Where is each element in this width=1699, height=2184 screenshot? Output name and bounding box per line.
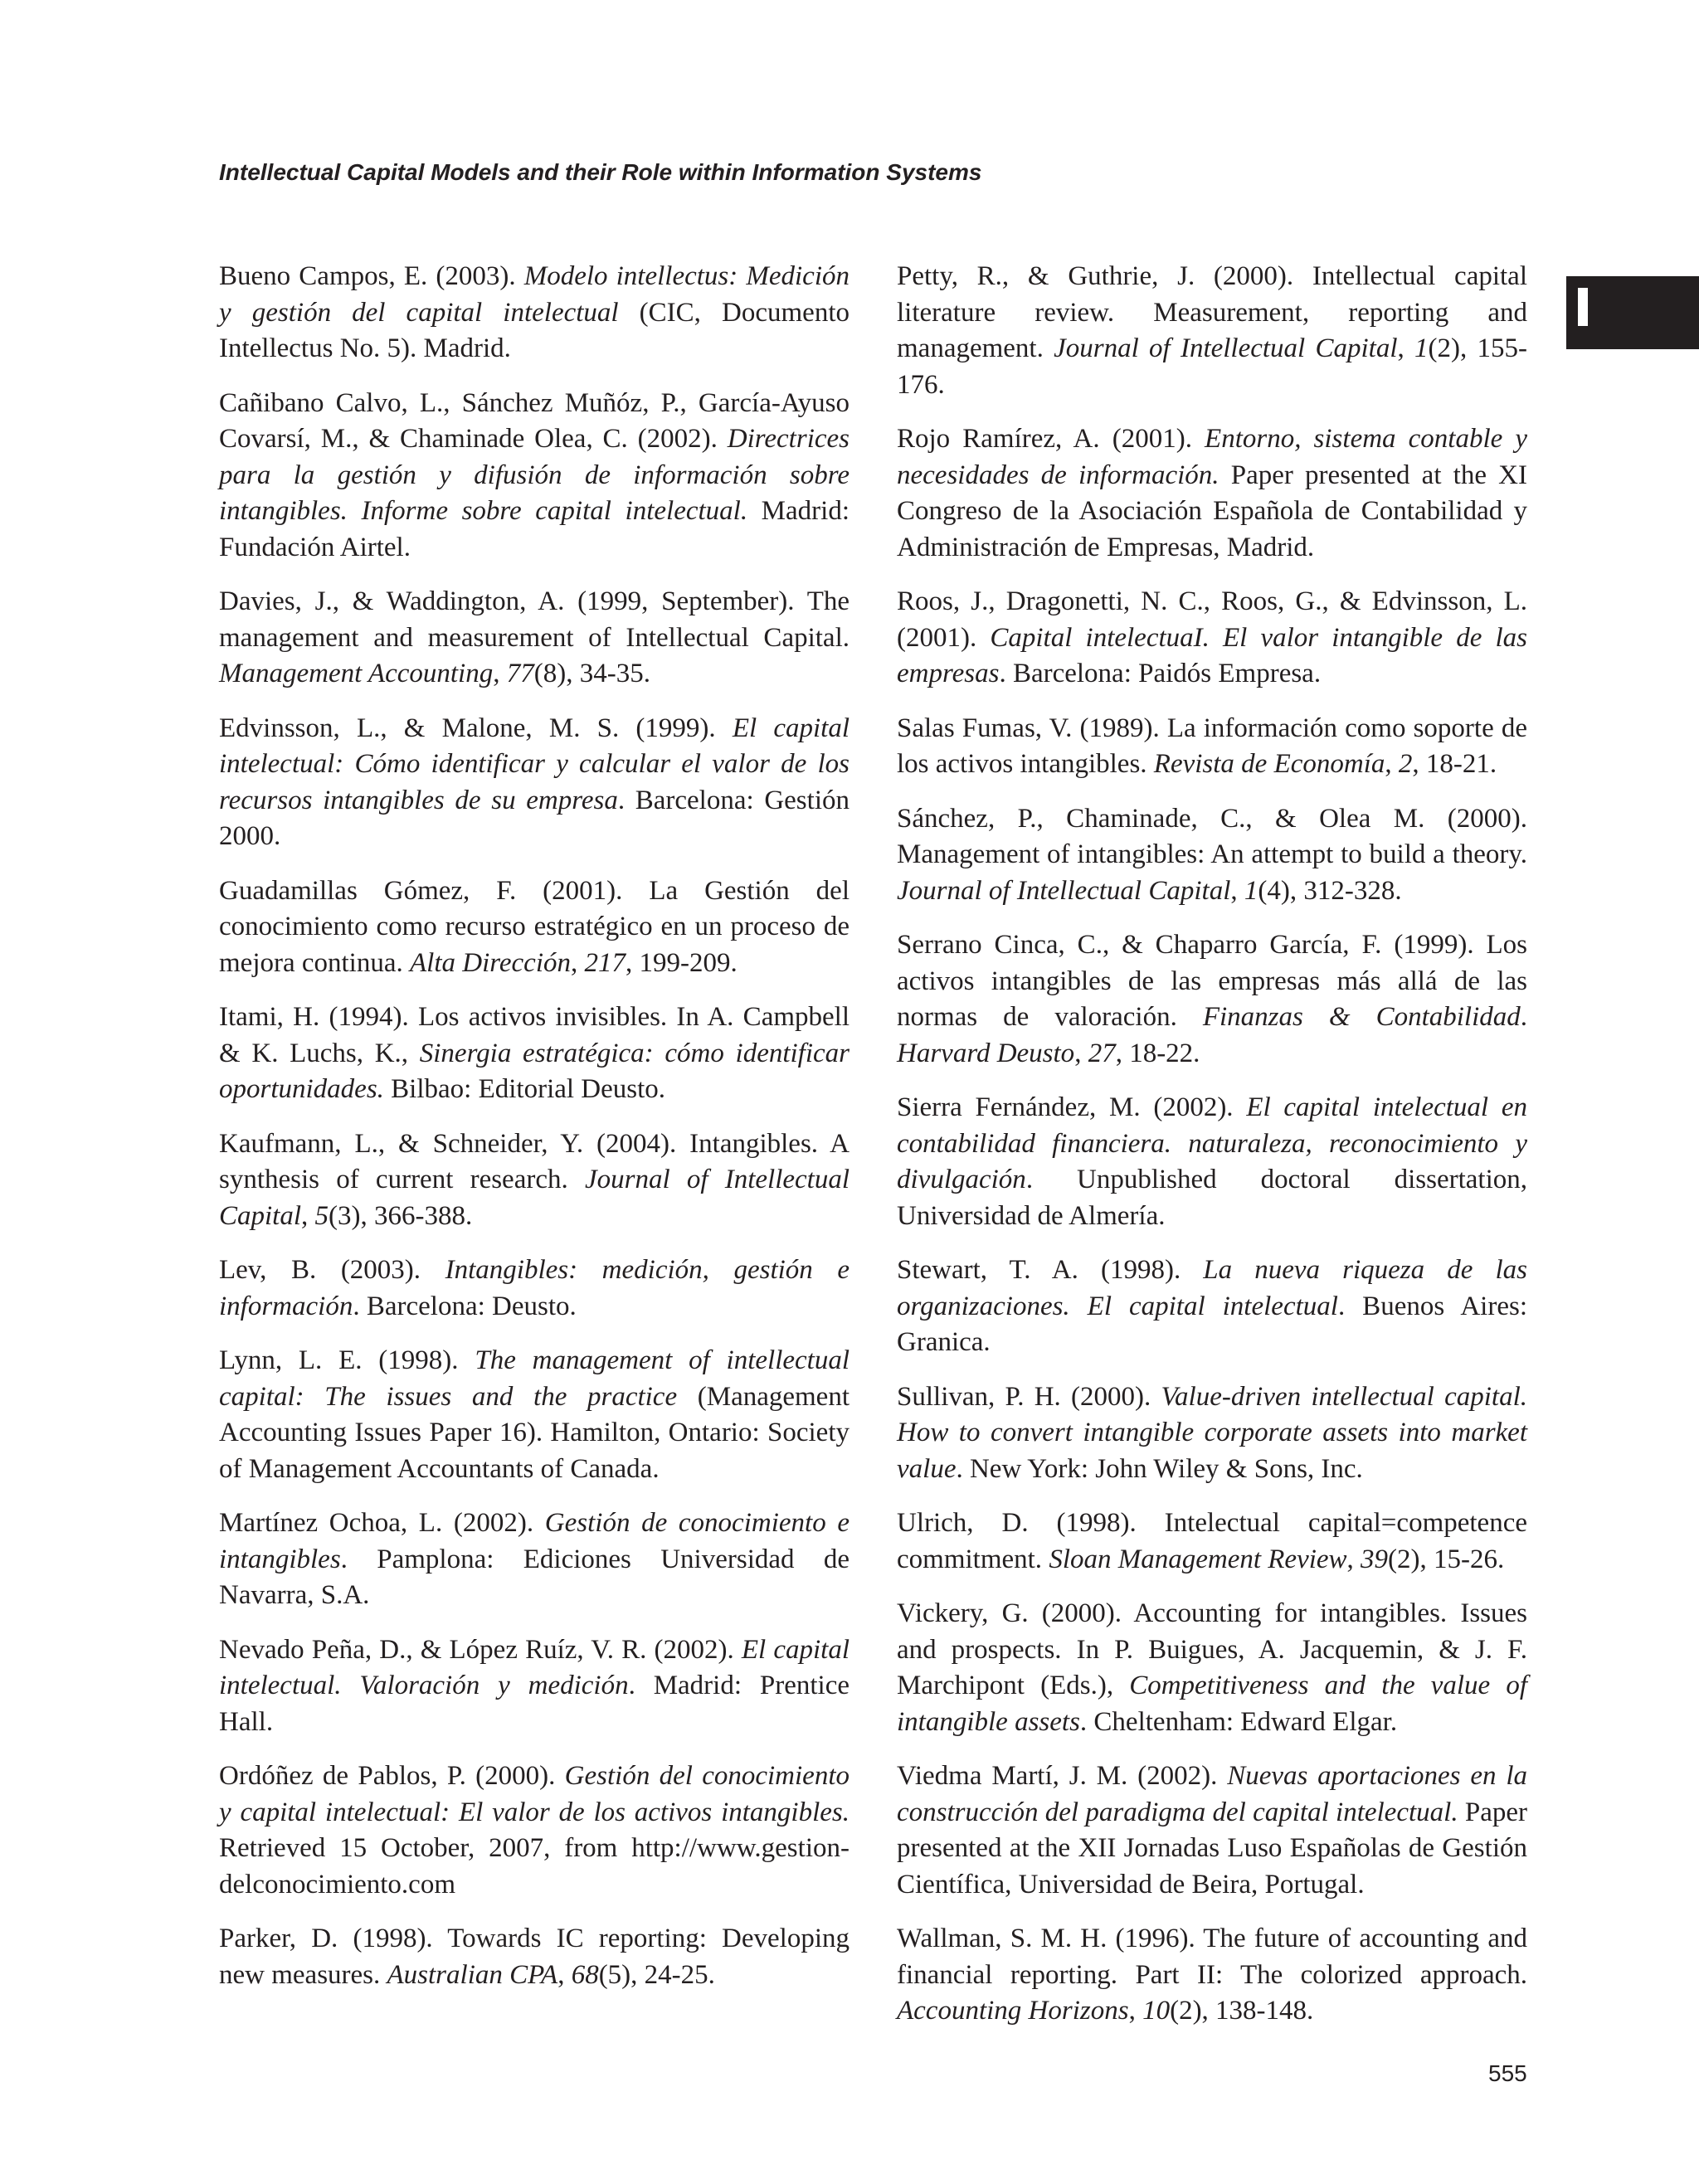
reference-text: ,	[1074, 1038, 1088, 1068]
reference-text: Paper presented at the XI Congreso de la Asociación Española de Contabilidad y Administración de Empresas, Madrid.	[897, 460, 1528, 562]
reference-entry	[897, 584, 1527, 693]
reference-italic-text: Sinergia estratégica: cómo identificar oportunidades.	[219, 1038, 850, 1104]
reference-text: Guadamillas Gómez, F. (2001). La Gestión del conocimiento como recurso estratégico en un proceso de mejora continua.	[219, 875, 850, 978]
reference-text: . Pamplona: Ediciones Universidad de Navarra, S.A.	[219, 1544, 850, 1610]
reference-text: ,	[1397, 333, 1415, 363]
reference-italic-text: Competitiveness and the value of intangible assets	[897, 1671, 1527, 1737]
reference-entry	[897, 1505, 1527, 1578]
reference-italic-text: 2	[1398, 749, 1413, 779]
reference-italic-text: Directrices para la gestión y difusión de información sobre intangibles. Informe sobre capital intelectual.	[219, 424, 850, 526]
reference-entry	[219, 584, 850, 693]
reference-text: Retrieved 15 October, 2007, from http://www.gestiondelconocimiento.com	[219, 1833, 850, 1899]
reference-entry	[219, 1343, 850, 1487]
reference-italic-text: Revista de Economía	[1153, 749, 1385, 779]
reference-italic-text: 1	[1414, 333, 1429, 363]
reference-italic-text: Intangibles: medición, gestión e información	[219, 1255, 850, 1321]
reference-entry	[897, 711, 1527, 783]
reference-text: Salas Fumas, V. (1989). La información como soporte de los activos intangibles.	[897, 713, 1527, 779]
reference-text: ,	[1230, 875, 1244, 906]
reference-text: Nevado Peña, D., & López Ruíz, V. R. (2002).	[219, 1634, 742, 1665]
reference-italic-text: El capital intelectual: Cómo identificar y calcular el valor de los recursos intangibles de su empresa	[219, 713, 850, 815]
reference-text: Petty, R., & Guthrie, J. (2000). Intellectual capital literature review. Measurement, reporting and management.	[897, 261, 1527, 363]
reference-text: , 18-21.	[1412, 749, 1497, 779]
reference-italic-text: Harvard Deusto	[897, 1038, 1075, 1068]
reference-entry	[219, 873, 850, 982]
reference-text: . Barcelona: Deusto.	[353, 1291, 577, 1321]
reference-text: Parker, D. (1998). Towards IC reporting: Developing new measures.	[219, 1924, 850, 1990]
reference-entry	[897, 927, 1527, 1072]
reference-entry	[897, 1379, 1527, 1488]
reference-text: ,	[493, 659, 507, 688]
reference-italic-text: Value-driven intellectual capital. How to convert intangible corporate assets into market value	[897, 1381, 1527, 1484]
reference-text: . New York: John Wiley & Sons, Inc.	[956, 1453, 1363, 1484]
reference-text: Ordóñez de Pablos, P. (2000).	[219, 1761, 565, 1791]
reference-italic-text: 68	[571, 1959, 599, 1990]
reference-italic-text: Alta Dirección	[410, 947, 571, 978]
reference-text: . Barcelona: Gestión 2000.	[219, 785, 850, 851]
reference-text: ,	[1128, 1996, 1143, 2026]
reference-italic-text: 39	[1361, 1544, 1389, 1574]
page-number: 555	[1488, 2060, 1527, 2086]
reference-entry	[219, 1000, 850, 1108]
reference-text: Sullivan, P. H. (2000).	[897, 1381, 1161, 1412]
reference-text: Lynn, L. E. (1998).	[219, 1345, 475, 1375]
chapter-tab-marker	[1566, 276, 1699, 349]
reference-entry	[897, 801, 1527, 910]
reference-text: Viedma Martí, J. M. (2002).	[897, 1761, 1228, 1791]
reference-italic-text: 217	[584, 947, 626, 978]
reference-text: Stewart, T. A. (1998).	[897, 1255, 1204, 1285]
reference-text: Edvinsson, L., & Malone, M. S. (1999).	[219, 713, 733, 743]
reference-italic-text: Sloan Management Review	[1049, 1544, 1347, 1574]
reference-text: (Management Accounting Issues Paper 16). Hamilton, Ontario: Society of Management Accountants of Canada.	[219, 1381, 850, 1484]
reference-text: (8), 34-35.	[533, 659, 650, 688]
reference-entry	[219, 1126, 850, 1235]
reference-text: , 18-22.	[1115, 1038, 1200, 1068]
reference-text: Wallman, S. M. H. (1996). The future of accounting and financial reporting. Part II: The colorized approach.	[897, 1924, 1527, 1990]
reference-text: (2), 138-148.	[1170, 1996, 1314, 2026]
reference-text: . Madrid: Prentice Hall.	[219, 1671, 850, 1737]
reference-italic-text: 1	[1244, 875, 1258, 906]
reference-entry	[897, 1596, 1527, 1740]
reference-text: (3), 366-388.	[329, 1200, 473, 1231]
references-right-column	[897, 259, 1527, 2048]
reference-text: Bilbao: Editorial Deusto.	[383, 1074, 666, 1104]
reference-text: Bueno Campos, E. (2003).	[219, 261, 524, 291]
reference-italic-text: El capital intelectual. Valoración y medición	[219, 1634, 850, 1700]
reference-italic-text: Journal of Intellectual Capital	[219, 1165, 850, 1231]
reference-entry	[219, 1253, 850, 1325]
reference-text: .	[1520, 1002, 1527, 1032]
reference-text: Vickery, G. (2000). Accounting for intangibles. Issues and prospects. In P. Buigues, A. Jacquemin, & J. F. Marchipont (Eds.),	[897, 1598, 1527, 1700]
reference-text: Davies, J., & Waddington, A. (1999, September). The management and measurement of Intellectual Capital.	[219, 586, 850, 653]
reference-text: Kaufmann, L., & Schneider, Y. (2004). Intangibles. A synthesis of current research.	[219, 1128, 850, 1194]
reference-italic-text: Gestión del conocimiento y capital intelectual: El valor de los activos intangibles.	[219, 1761, 850, 1827]
running-head: Intellectual Capital Models and their Role within Information Systems	[219, 159, 982, 185]
reference-italic-text: 10	[1142, 1996, 1171, 2026]
reference-text: . Barcelona: Paidós Empresa.	[999, 659, 1322, 688]
reference-text: ,	[1346, 1544, 1361, 1574]
reference-text: (2), 15-26.	[1388, 1544, 1505, 1574]
reference-entry	[219, 1921, 850, 1993]
reference-entry	[897, 1758, 1527, 1903]
reference-text: Madrid: Fundación Airtel.	[219, 496, 850, 562]
reference-italic-text: 77	[506, 659, 534, 688]
reference-italic-text: Australian CPA	[387, 1959, 558, 1990]
reference-text: (CIC, Documento Intellectus No. 5). Madrid.	[219, 297, 850, 363]
reference-italic-text: Accounting Horizons	[897, 1996, 1129, 2026]
reference-text: Ulrich, D. (1998). Intelectual capital=competence commitment.	[897, 1508, 1527, 1574]
reference-text: ,	[557, 1959, 572, 1990]
reference-text: . Buenos Aires: Granica.	[897, 1291, 1528, 1357]
reference-entry	[897, 1090, 1527, 1234]
reference-text: (2), 155-176.	[897, 333, 1528, 400]
reference-italic-text: Capital intelectuaI. El valor intangible de las empresas	[897, 622, 1527, 688]
reference-text: . Unpublished doctoral dissertation, Universidad de Almería.	[897, 1165, 1527, 1231]
reference-italic-text: Entorno, sistema contable y necesidades de información.	[897, 424, 1527, 490]
reference-entry	[219, 1758, 850, 1903]
reference-italic-text: El capital intelectual en contabilidad financiera. naturaleza, reconocimiento y divulgación	[897, 1092, 1528, 1194]
reference-entry	[897, 1921, 1527, 2030]
reference-text: Paper presented at the XII Jornadas Luso Españolas de Gestión Científica, Universidad de Beira, Portugal.	[897, 1797, 1528, 1899]
reference-entry	[897, 259, 1527, 403]
reference-italic-text: Journal of Intellectual Capital	[1054, 333, 1398, 363]
reference-italic-text: Management Accounting	[219, 659, 494, 688]
reference-entry	[897, 1253, 1527, 1361]
chapter-tab-bar	[1578, 288, 1588, 326]
reference-italic-text: La nueva riqueza de las organizaciones. El capital intelectual	[897, 1255, 1527, 1321]
reference-text: ,	[301, 1200, 315, 1231]
reference-text: (5), 24-25.	[598, 1959, 715, 1990]
reference-entry	[219, 711, 850, 855]
reference-text: Serrano Cinca, C., & Chaparro García, F. (1999). Los activos intangibles de las empresas más allá de las normas de valoración.	[897, 930, 1527, 1032]
references-left-column	[219, 259, 850, 2011]
reference-text: . Cheltenham: Edward Elgar.	[1079, 1706, 1398, 1737]
reference-text: ,	[571, 947, 585, 978]
reference-entry	[219, 1632, 850, 1741]
reference-entry	[897, 421, 1527, 566]
reference-text: Roos, J., Dragonetti, N. C., Roos, G., & Edvinsson, L. (2001).	[897, 586, 1527, 653]
reference-text: Rojo Ramírez, A. (2001).	[897, 424, 1205, 454]
reference-text: Sánchez, P., Chaminade, C., & Olea M. (2000). Management of intangibles: An attempt to build a theory.	[897, 803, 1527, 869]
reference-text: Martínez Ochoa, L. (2002).	[219, 1508, 545, 1538]
reference-italic-text: The management of intellectual capital: The issues and the practice	[219, 1345, 850, 1412]
reference-italic-text: Finanzas & Contabilidad	[1202, 1002, 1521, 1032]
reference-text: (4), 312-328.	[1258, 875, 1402, 906]
reference-text: ,	[1385, 749, 1399, 779]
reference-italic-text: Journal of Intellectual Capital	[897, 875, 1231, 906]
reference-italic-text: Gestión de conocimiento e intangibles	[219, 1508, 850, 1574]
reference-text: Lev, B. (2003).	[219, 1255, 445, 1285]
reference-entry	[219, 259, 850, 367]
reference-italic-text: 27	[1088, 1038, 1116, 1068]
reference-italic-text: 5	[314, 1200, 329, 1231]
reference-entry	[219, 386, 850, 567]
reference-italic-text: Modelo intellectus: Medición y gestión del capital intelectual	[219, 261, 850, 328]
reference-text: Cañibano Calvo, L., Sánchez Muñóz, P., García-Ayuso Covarsí, M., & Chaminade Olea, C. (2002).	[219, 387, 850, 454]
reference-text: , 199-209.	[626, 947, 738, 978]
reference-text: Itami, H. (1994). Los activos invisibles. In A. Campbell & K. Luchs, K.,	[219, 1002, 850, 1068]
reference-text: Sierra Fernández, M. (2002).	[897, 1092, 1247, 1122]
reference-entry	[219, 1505, 850, 1614]
reference-italic-text: Nuevas aportaciones en la construcción del paradigma del capital intelectual.	[897, 1761, 1527, 1827]
